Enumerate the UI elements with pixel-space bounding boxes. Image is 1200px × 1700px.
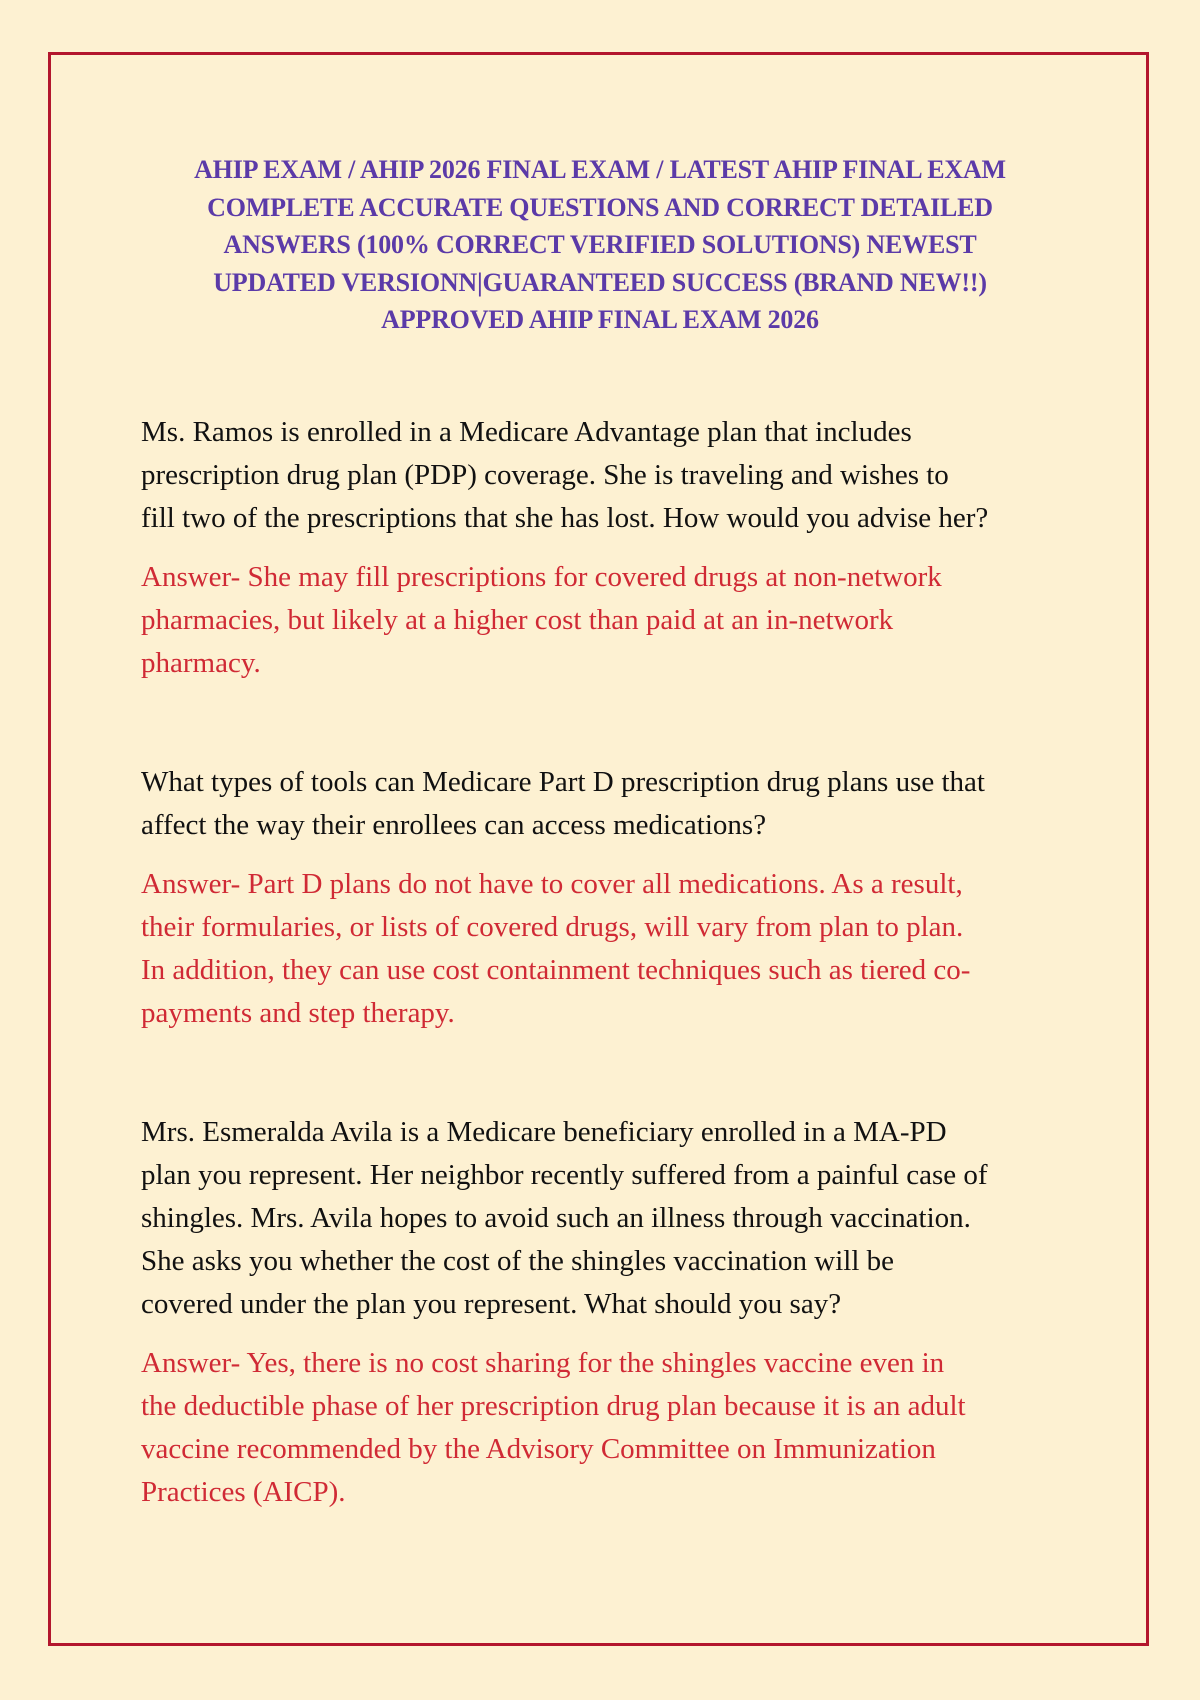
question-line: affect the way their enrollees can access medications? <box>141 809 767 841</box>
answer-line: their formularies, or lists of covered drugs, will vary from plan to plan. <box>141 911 964 943</box>
question-line: prescription drug plan (PDP) coverage. She is traveling and wishes to <box>141 459 949 491</box>
answer-1 <box>141 556 1081 685</box>
answer-line: Answer- Yes, there is no cost sharing for the shingles vaccine even in <box>141 1347 945 1379</box>
answer-line: Answer- Part D plans do not have to cover all medications. As a result, <box>141 868 963 900</box>
qa-block-1 <box>141 411 1081 685</box>
title-line: APPROVED AHIP FINAL EXAM 2026 <box>381 305 819 334</box>
answer-line: Practices (AICP). <box>141 1476 346 1508</box>
qa-block-3 <box>141 1111 1081 1514</box>
answer-line: pharmacy. <box>141 647 261 679</box>
answer-2 <box>141 863 1081 1035</box>
question-2 <box>141 761 1081 847</box>
question-line: She asks you whether the cost of the shingles vaccination will be <box>141 1245 895 1277</box>
question-line: plan you represent. Her neighbor recently suffered from a painful case of <box>141 1159 988 1191</box>
title-line: AHIP EXAM / AHIP 2026 FINAL EXAM / LATEST AHIP FINAL EXAM <box>194 155 1006 184</box>
question-line: What types of tools can Medicare Part D prescription drug plans use that <box>141 766 985 798</box>
question-3 <box>141 1111 1081 1326</box>
title-line: UPDATED VERSIONN|GUARANTEED SUCCESS (BRAND NEW!!) <box>213 267 987 297</box>
answer-line: Answer- She may fill prescriptions for covered drugs at non-network <box>141 561 942 593</box>
answer-line: payments and step therapy. <box>141 997 455 1029</box>
answer-line: the deductible phase of her prescription drug plan because it is an adult <box>141 1390 966 1422</box>
answer-line: In addition, they can use cost containment techniques such as tiered co- <box>141 954 971 986</box>
answer-line: pharmacies, but likely at a higher cost than paid at an in-network <box>141 604 894 636</box>
answer-3 <box>141 1342 1081 1514</box>
question-line: covered under the plan you represent. What should you say? <box>141 1288 842 1320</box>
qa-block-2 <box>141 761 1081 1035</box>
question-line: fill two of the prescriptions that she has lost. How would you advise her? <box>141 502 989 534</box>
question-line: Mrs. Esmeralda Avila is a Medicare beneficiary enrolled in a MA-PD <box>141 1116 947 1148</box>
answer-line: vaccine recommended by the Advisory Committee on Immunization <box>141 1433 936 1465</box>
document-title <box>100 151 1100 339</box>
title-line: COMPLETE ACCURATE QUESTIONS AND CORRECT DETAILED <box>207 192 993 222</box>
question-line: shingles. Mrs. Avila hopes to avoid such an illness through vaccination. <box>141 1202 971 1234</box>
title-line: ANSWERS (100% CORRECT VERIFIED SOLUTIONS) NEWEST <box>223 230 977 259</box>
question-line: Ms. Ramos is enrolled in a Medicare Advantage plan that includes <box>141 416 912 448</box>
question-1 <box>141 411 1081 540</box>
